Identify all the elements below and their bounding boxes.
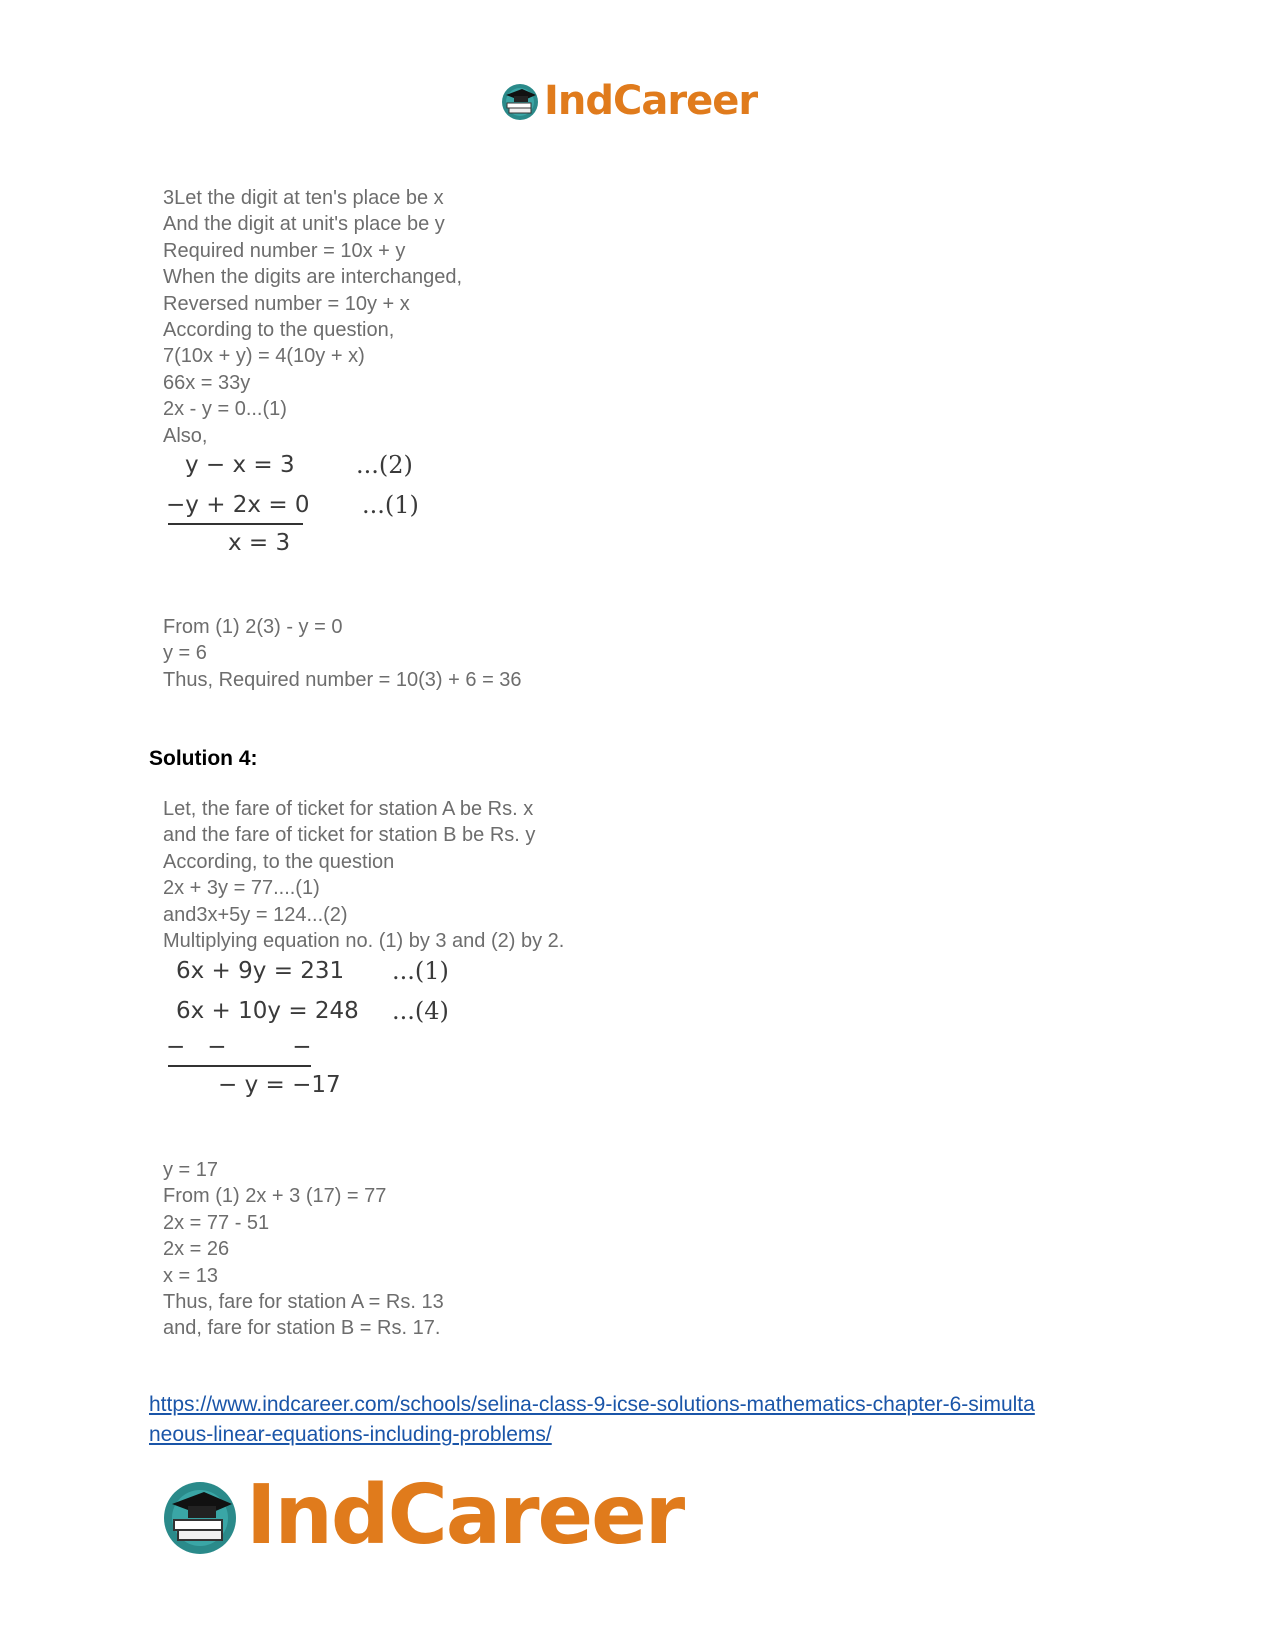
header-logo [500, 78, 757, 124]
solution3-text-a [163, 185, 462, 449]
text-line: From (1) 2(3) - y = 0 [163, 616, 343, 638]
text-line: 2x = 26 [163, 1238, 230, 1261]
math-minus-signs: − − − [166, 1034, 312, 1060]
math-equation-1: 6x + 9y = 231 [176, 958, 345, 984]
math-equation-2: −y + 2x = 0 [166, 492, 310, 518]
source-link[interactable] [149, 1390, 1149, 1450]
text-line: y = 6 [163, 642, 207, 665]
text-line: and3x+5y = 124...(2) [163, 903, 348, 926]
graduation-cap-books-icon [500, 81, 540, 121]
text-line: x = 13 [163, 1264, 219, 1287]
math-equation-2: 6x + 10y = 248 [176, 998, 359, 1024]
text-line: y = 17 [163, 1159, 219, 1181]
math-ref-2: ...(4) [392, 997, 449, 1025]
graduation-cap-books-icon [160, 1476, 240, 1556]
sum-rule [168, 1065, 311, 1067]
text-line: and the fare of ticket for station B be Rs. y [163, 824, 536, 847]
solution3-text-b [163, 614, 522, 693]
text-line: Multiplying equation no. (1) by 3 and (2) by 2. [163, 930, 565, 953]
solution4-text-b [163, 1157, 444, 1342]
text-line: Let, the fare of ticket for station A be Rs. x [163, 798, 534, 820]
math-result: x = 3 [228, 530, 291, 556]
footer-logo [160, 1468, 683, 1563]
text-line: 7(10x + y) = 4(10y + x) [163, 345, 365, 368]
math-ref-2: ...(1) [362, 491, 419, 519]
text-line: and, fare for station B = Rs. 17. [163, 1317, 441, 1340]
text-line: 2x = 77 - 51 [163, 1211, 270, 1234]
solution-heading: Solution 4: [149, 747, 258, 770]
math-ref-1: ...(2) [356, 451, 413, 479]
text-line: 66x = 33y [163, 371, 251, 394]
link-line[interactable]: neous-linear-equations-including-problems/ [149, 1423, 552, 1446]
solution4-text-a [163, 796, 564, 954]
text-line: Required number = 10x + y [163, 239, 406, 262]
text-line: 2x - y = 0...(1) [163, 398, 287, 421]
text-line: According, to the question [163, 850, 395, 873]
math-result: − y = −17 [218, 1072, 341, 1098]
text-line: According to the question, [163, 319, 395, 342]
text-line: When the digits are interchanged, [163, 266, 463, 289]
math-equation-1: y − x = 3 [185, 452, 295, 478]
text-line: 2x + 3y = 77....(1) [163, 877, 320, 900]
text-line: Thus, fare for station A = Rs. 13 [163, 1291, 444, 1314]
brand-wordmark: IndCareer [544, 78, 758, 124]
text-line: Also, [163, 424, 208, 447]
sum-rule [168, 523, 303, 525]
brand-wordmark: IndCareer [246, 1468, 684, 1563]
text-line: From (1) 2x + 3 (17) = 77 [163, 1185, 387, 1208]
text-line: And the digit at unit's place be y [163, 213, 445, 236]
text-line: 3Let the digit at ten's place be x [163, 187, 444, 209]
text-line: Thus, Required number = 10(3) + 6 = 36 [163, 668, 522, 691]
text-line: Reversed number = 10y + x [163, 292, 410, 315]
math-ref-1: ...(1) [392, 957, 449, 985]
link-line[interactable]: https://www.indcareer.com/schools/selina-class-9-icse-solutions-mathematics-chapter-6-simulta [149, 1393, 1035, 1416]
